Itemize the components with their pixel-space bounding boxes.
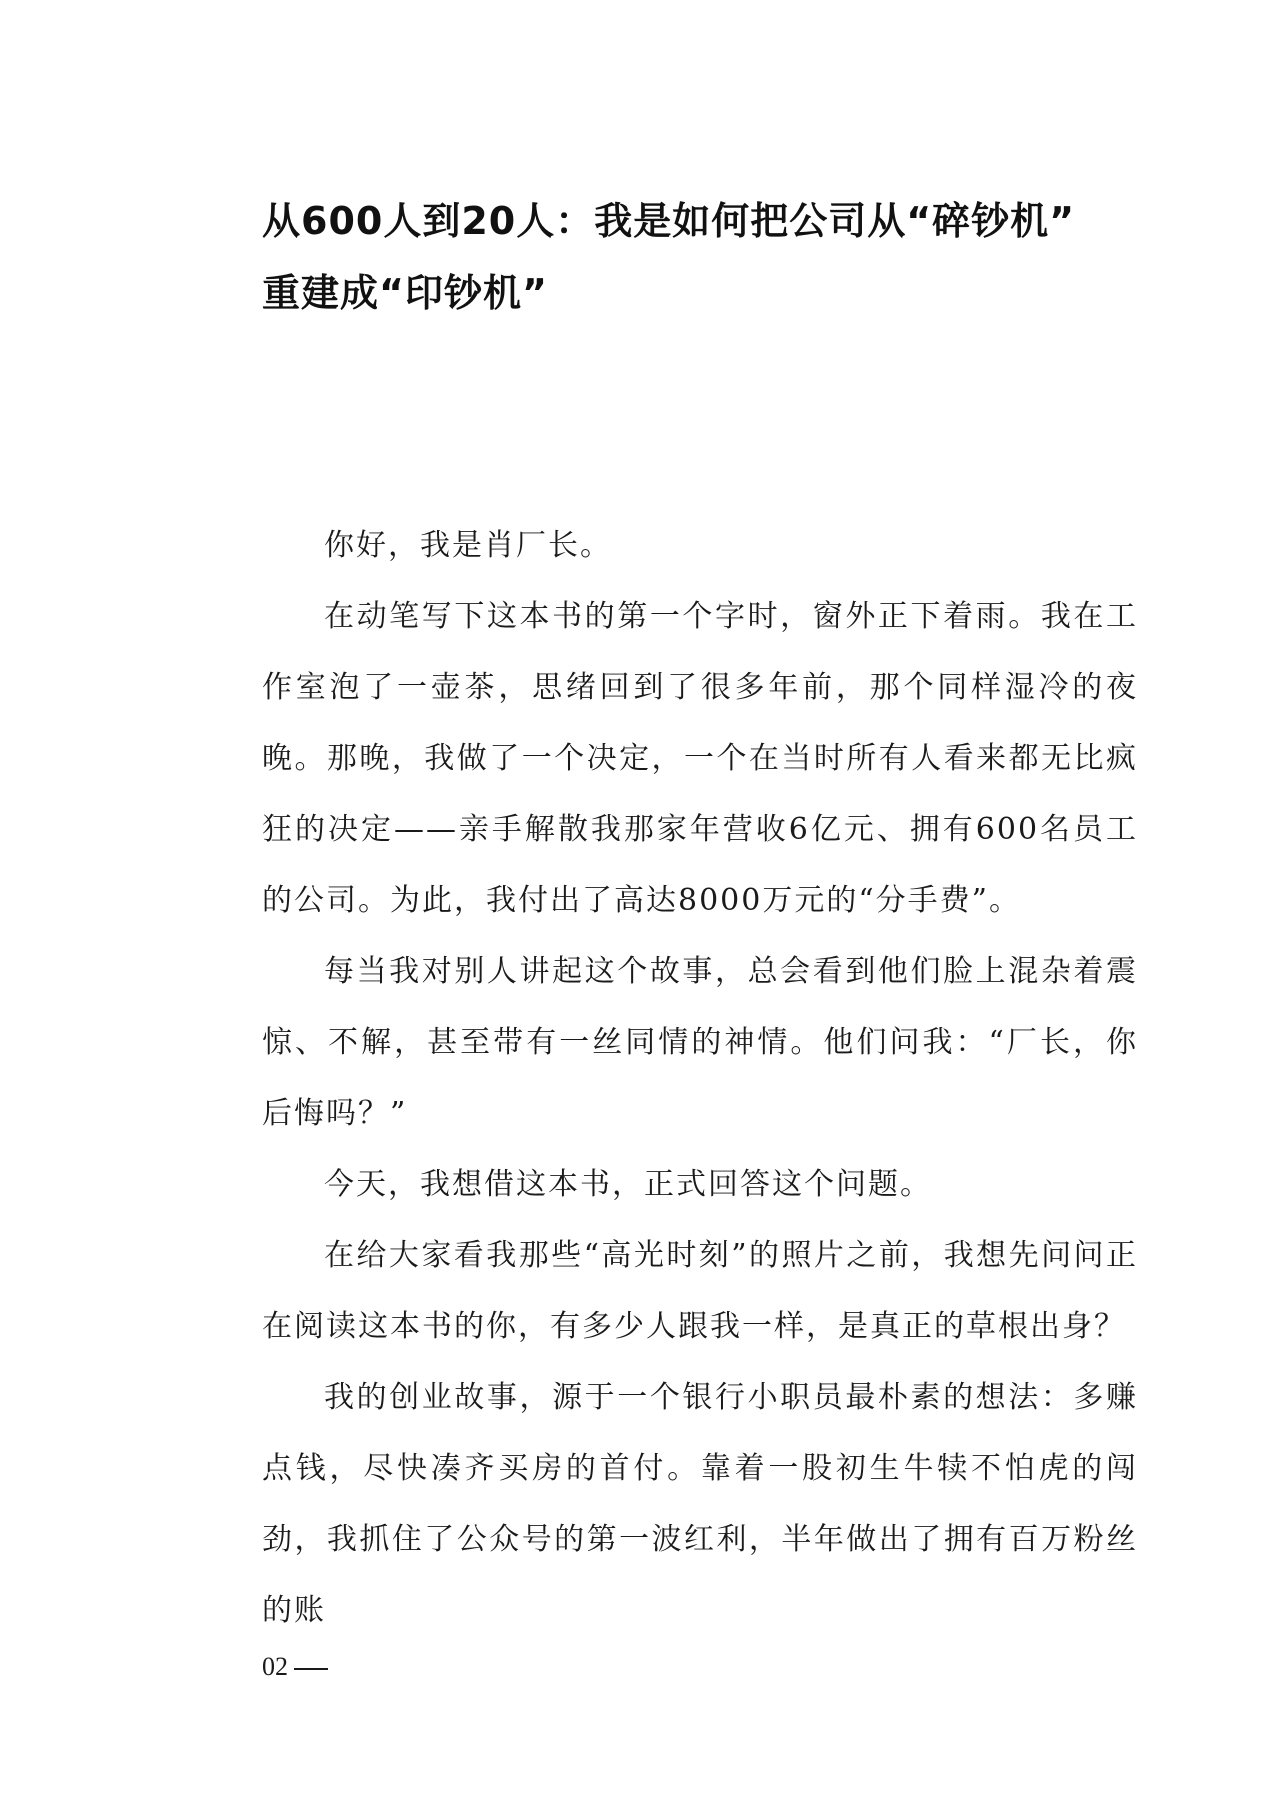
chapter-title-line-1: 从600人到20人：我是如何把公司从“碎钞机” [262, 199, 1076, 243]
paragraph-question: 在给大家看我那些“高光时刻”的照片之前，我想先问问正在阅读这本书的你，有多少人跟我一样，是真正的草根出身？ [262, 1238, 1138, 1344]
chapter-title [262, 185, 1162, 329]
paragraph-decision: 在动笔写下这本书的第一个字时，窗外正下着雨。我在工作室泡了一壶茶，思绪回到了很多年前，那个同样湿冷的夜晚。那晚，我做了一个决定，一个在当时所有人看来都无比疯狂的决定——亲手解散我那家年营收6亿元、拥有600名员工的公司。为此，我付出了高达8000万元的“分手费”。 [262, 599, 1138, 918]
paragraph-reactions: 每当我对别人讲起这个故事，总会看到他们脸上混杂着震惊、不解，甚至带有一丝同情的神情。他们问我：“厂长，你后悔吗？” [262, 954, 1138, 1131]
paragraph-greeting: 你好，我是肖厂长。 [324, 528, 612, 563]
paragraph-origin-story: 我的创业故事，源于一个银行小职员最朴素的想法：多赚点钱，尽快凑齐买房的首付。靠着一股初生牛犊不怕虎的闯劲，我抓住了公众号的第一波红利，半年做出了拥有百万粉丝的账 [262, 1380, 1138, 1628]
chapter-title-line-2: 重建成“印钞机” [262, 271, 548, 315]
page-number [262, 1652, 328, 1682]
body-text [262, 510, 1138, 1646]
page-number-dash [294, 1668, 328, 1670]
paragraph-answer: 今天，我想借这本书，正式回答这个问题。 [324, 1167, 932, 1202]
page-number-text: 02 [262, 1652, 288, 1681]
